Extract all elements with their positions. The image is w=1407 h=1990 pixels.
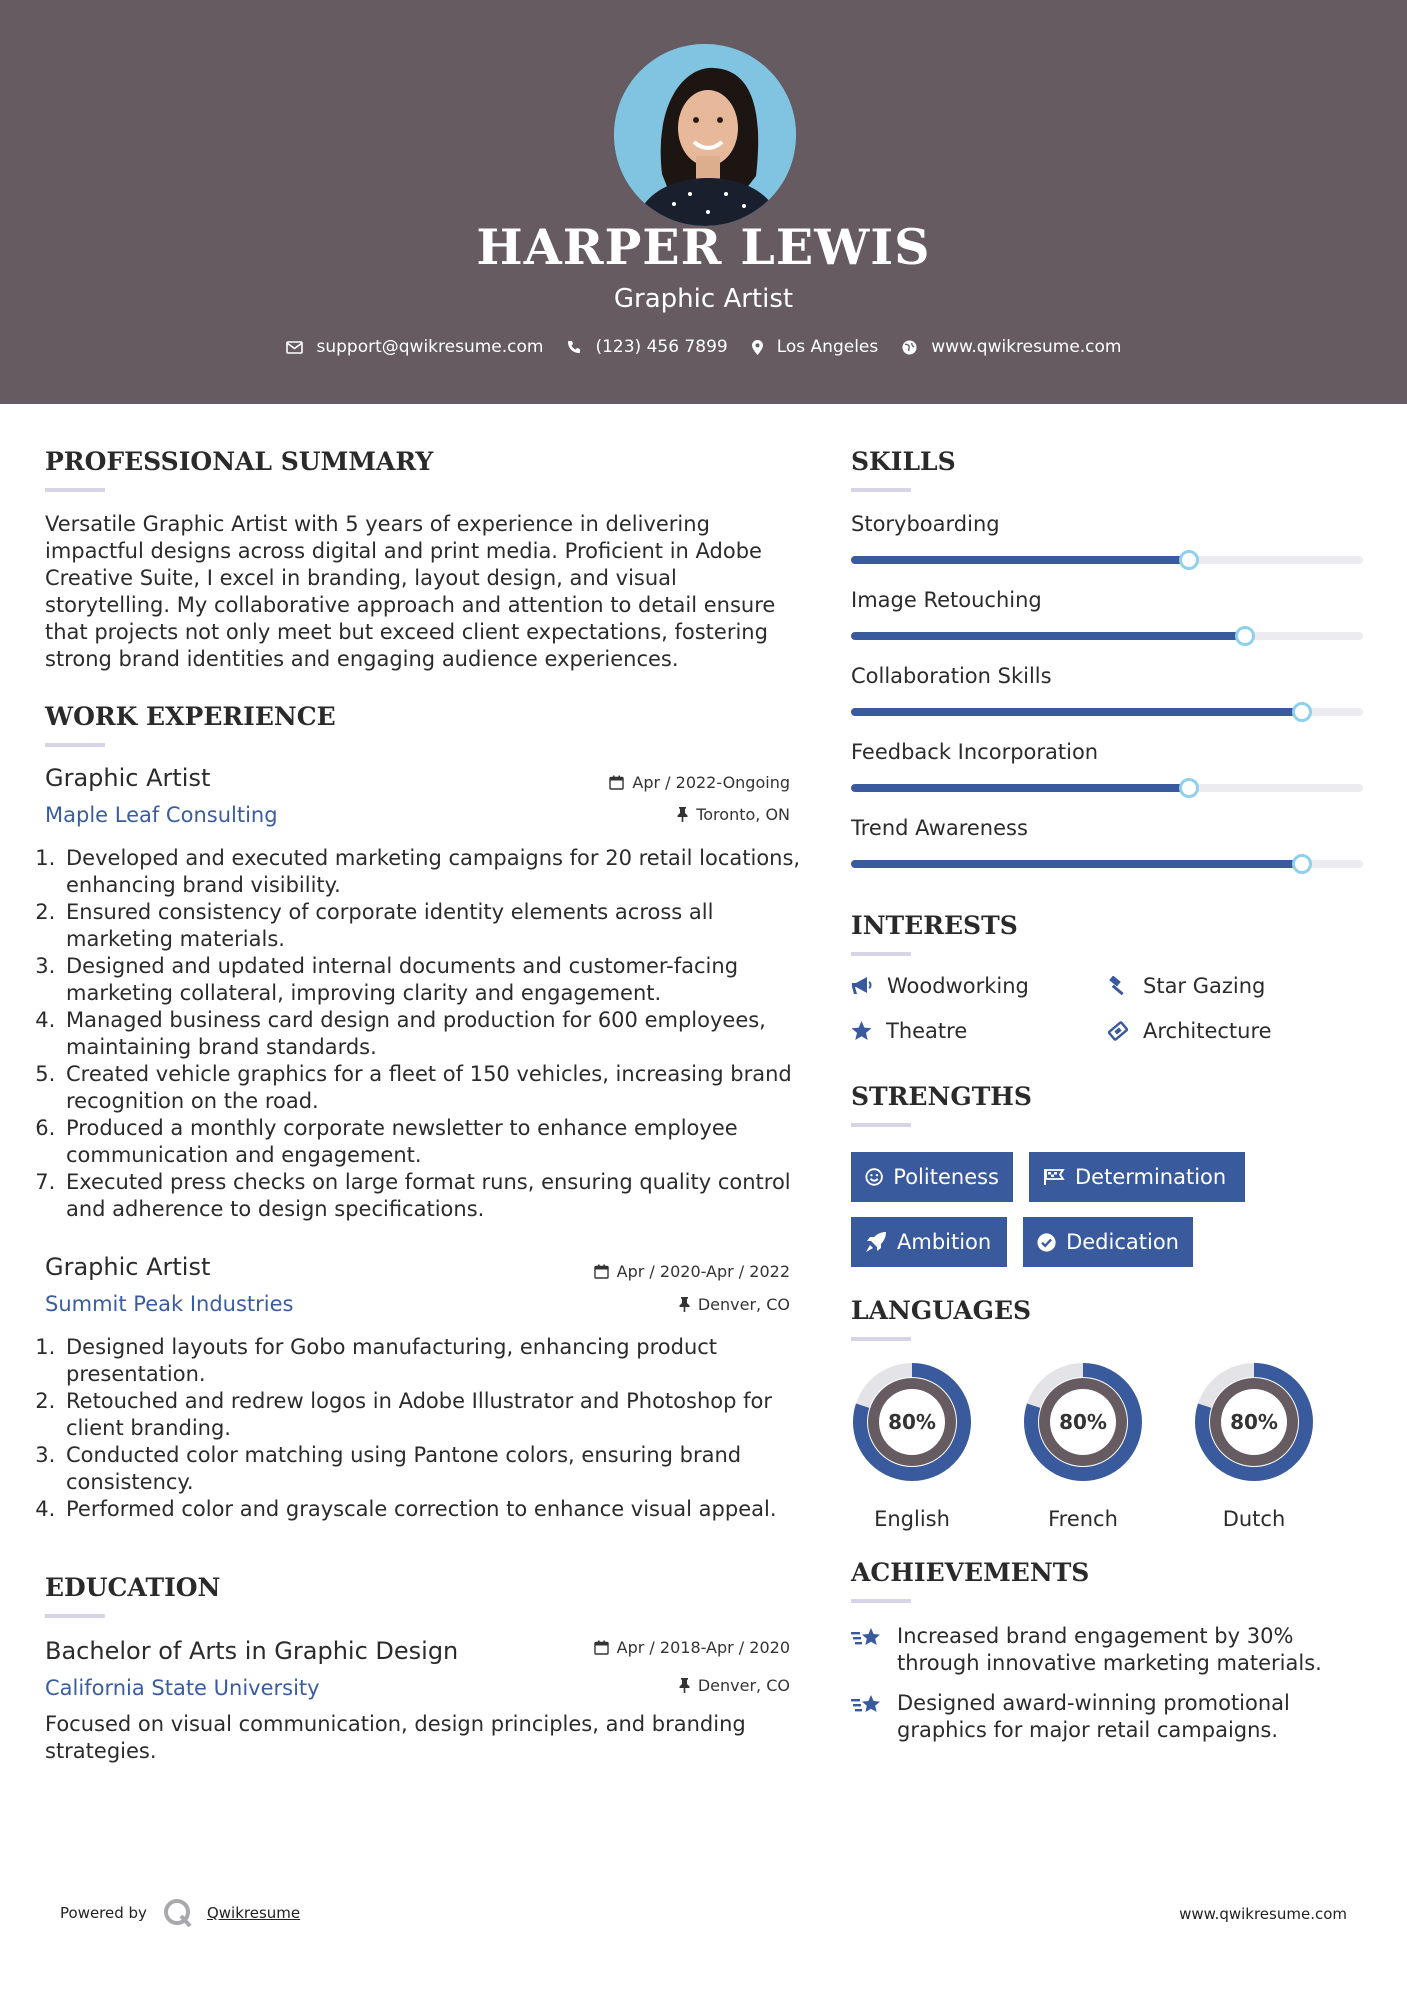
education-location bbox=[540, 1676, 790, 1695]
job-2-location bbox=[540, 1295, 790, 1314]
qwikresume-logo-icon bbox=[163, 1898, 193, 1928]
shooting-star-icon bbox=[851, 1625, 883, 1651]
profile-photo bbox=[614, 44, 796, 226]
job-2-dates bbox=[540, 1262, 790, 1281]
language-donut bbox=[847, 1357, 977, 1487]
footer-brand-link[interactable]: Qwikresume bbox=[206, 1904, 301, 1922]
interest-label: Architecture bbox=[1143, 1019, 1272, 1043]
strength-politeness bbox=[851, 1152, 1013, 1202]
skills-heading: SKILLS bbox=[851, 447, 956, 476]
strengths-divider bbox=[851, 1123, 911, 1127]
duty-item: 1. Designed layouts for Gobo manufacturing, enhancing product presentation. bbox=[62, 1334, 802, 1388]
job-1-title: Graphic Artist bbox=[45, 764, 211, 792]
interest-star-gazing bbox=[1107, 974, 1265, 998]
skill-bar-knob bbox=[1292, 702, 1312, 722]
skill-label: Image Retouching bbox=[851, 588, 1042, 612]
interest-label: Theatre bbox=[886, 1019, 968, 1043]
footer-powered-by bbox=[60, 1898, 300, 1928]
interests-heading: INTERESTS bbox=[851, 911, 1018, 940]
contact-website-text: www.qwikresume.com bbox=[931, 337, 1122, 357]
job-1-company: Maple Leaf Consulting bbox=[45, 803, 278, 827]
skill-bar-track bbox=[851, 860, 1363, 868]
contact-email-text: support@qwikresume.com bbox=[316, 337, 544, 357]
skill-bar-fill bbox=[851, 556, 1189, 564]
megaphone-icon bbox=[851, 976, 873, 996]
achievement-text: Increased brand engagement by 30% through innovative marketing materials. bbox=[897, 1624, 1322, 1675]
skill-bar-track bbox=[851, 708, 1363, 716]
duty-item: 3. Designed and updated internal documents and customer-facing marketing collateral, improving clarity and engagement. bbox=[62, 953, 802, 1007]
language-donut bbox=[1189, 1357, 1319, 1487]
phone-icon bbox=[567, 340, 581, 354]
languages-heading: LANGUAGES bbox=[851, 1296, 1032, 1325]
footer-website[interactable]: www.qwikresume.com bbox=[1179, 1905, 1347, 1923]
smile-icon bbox=[865, 1167, 883, 1187]
skill-bar-track bbox=[851, 784, 1363, 792]
skill-bar-fill bbox=[851, 860, 1302, 868]
language-percent: 80% bbox=[1230, 1410, 1278, 1434]
globe-icon bbox=[902, 340, 917, 355]
job-1-duties bbox=[42, 845, 802, 1223]
skill-label: Feedback Incorporation bbox=[851, 740, 1099, 764]
skill-bar-fill bbox=[851, 632, 1245, 640]
duty-item: 1. Developed and executed marketing campaigns for 20 retail locations, enhancing brand visibility. bbox=[62, 845, 802, 899]
language-donut bbox=[1018, 1357, 1148, 1487]
duty-item: 5. Created vehicle graphics for a fleet of 150 vehicles, increasing brand recognition on the road. bbox=[62, 1061, 802, 1115]
interest-woodworking bbox=[851, 974, 1029, 998]
strength-determination bbox=[1029, 1152, 1245, 1202]
duty-item: 2. Ensured consistency of corporate identity elements across all marketing materials. bbox=[62, 899, 802, 953]
achievement-item bbox=[851, 1690, 1331, 1744]
strength-label: Dedication bbox=[1066, 1230, 1179, 1254]
language-item bbox=[1018, 1357, 1148, 1531]
strength-label: Politeness bbox=[893, 1165, 999, 1189]
contact-location-text: Los Angeles bbox=[776, 337, 879, 357]
interest-architecture bbox=[1107, 1019, 1272, 1043]
interest-theatre bbox=[851, 1019, 967, 1043]
flag-icon bbox=[1043, 1168, 1065, 1186]
ticket-icon bbox=[1107, 1021, 1129, 1041]
language-percent: 80% bbox=[1059, 1410, 1107, 1434]
job-2-dates-text: Apr / 2020-Apr / 2022 bbox=[616, 1262, 790, 1281]
contact-bar bbox=[0, 337, 1407, 357]
language-item bbox=[1189, 1357, 1319, 1531]
language-percent: 80% bbox=[888, 1410, 936, 1434]
skill-bar-knob bbox=[1179, 778, 1199, 798]
education-description: Focused on visual communication, design principles, and branding strategies. bbox=[45, 1712, 746, 1763]
duty-item: 6. Produced a monthly corporate newsletter to enhance employee communication and engagement. bbox=[62, 1115, 802, 1169]
gavel-icon bbox=[1107, 976, 1129, 996]
contact-website[interactable] bbox=[902, 337, 1121, 357]
contact-email[interactable] bbox=[286, 337, 544, 357]
contact-phone-text: (123) 456 7899 bbox=[595, 337, 728, 357]
skill-bar-knob bbox=[1235, 626, 1255, 646]
education-degree: Bachelor of Arts in Graphic Design bbox=[45, 1637, 459, 1665]
star-icon bbox=[851, 1021, 872, 1041]
strengths-heading: STRENGTHS bbox=[851, 1082, 1032, 1111]
pushpin-icon bbox=[677, 807, 688, 822]
resume-header bbox=[0, 0, 1407, 404]
languages-divider bbox=[851, 1337, 911, 1341]
job-2-title: Graphic Artist bbox=[45, 1253, 211, 1281]
check-circle-icon bbox=[1037, 1232, 1056, 1253]
job-2-company: Summit Peak Industries bbox=[45, 1292, 294, 1316]
strength-label: Ambition bbox=[897, 1230, 992, 1254]
education-dates bbox=[540, 1638, 790, 1657]
summary-text: Versatile Graphic Artist with 5 years of experience in delivering impactful designs across digital and print media. Proficient in Adobe Creative Suite, I excel in branding, layout design, and visual storytelling. My collaborative approach and attention to detail ensure that projects not only meet but exceed client expectations, fostering strong brand identities and engaging audience experiences. bbox=[45, 512, 776, 671]
job-1-location-text: Toronto, ON bbox=[696, 805, 790, 824]
experience-divider bbox=[45, 743, 105, 747]
job-2-duties bbox=[42, 1334, 802, 1523]
pushpin-icon bbox=[679, 1678, 690, 1693]
skill-bar-knob bbox=[1292, 854, 1312, 874]
strength-label: Determination bbox=[1075, 1165, 1227, 1189]
language-label: Dutch bbox=[1222, 1507, 1286, 1531]
interests-divider bbox=[851, 952, 911, 956]
interest-label: Woodworking bbox=[887, 974, 1029, 998]
experience-heading: WORK EXPERIENCE bbox=[45, 702, 336, 731]
duty-item: 7. Executed press checks on large format runs, ensuring quality control and adherence to design specifications. bbox=[62, 1169, 802, 1223]
duty-item: 3. Conducted color matching using Pantone colors, ensuring brand consistency. bbox=[62, 1442, 802, 1496]
skills-divider bbox=[851, 488, 911, 492]
duty-item: 2. Retouched and redrew logos in Adobe Illustrator and Photoshop for client branding. bbox=[62, 1388, 802, 1442]
footer-powered-label: Powered by bbox=[60, 1904, 147, 1922]
job-2-location-text: Denver, CO bbox=[697, 1295, 790, 1314]
achievement-item bbox=[851, 1623, 1331, 1677]
job-1-dates bbox=[540, 773, 790, 792]
calendar-icon bbox=[609, 775, 624, 790]
rocket-icon bbox=[865, 1231, 887, 1253]
summary-heading: PROFESSIONAL SUMMARY bbox=[45, 447, 434, 476]
calendar-icon bbox=[594, 1640, 609, 1655]
map-pin-icon bbox=[752, 340, 763, 355]
skill-bar-fill bbox=[851, 708, 1302, 716]
duty-item: 4. Performed color and grayscale correction to enhance visual appeal. bbox=[62, 1496, 802, 1523]
skill-label: Collaboration Skills bbox=[851, 664, 1052, 688]
education-dates-text: Apr / 2018-Apr / 2020 bbox=[616, 1638, 790, 1657]
candidate-title: Graphic Artist bbox=[613, 284, 794, 314]
achievements-heading: ACHIEVEMENTS bbox=[851, 1558, 1090, 1587]
skill-bar-track bbox=[851, 556, 1363, 564]
summary-divider bbox=[45, 488, 105, 492]
contact-phone[interactable] bbox=[567, 337, 727, 357]
education-location-text: Denver, CO bbox=[697, 1676, 790, 1695]
language-label: French bbox=[1048, 1507, 1118, 1531]
skill-label: Storyboarding bbox=[851, 512, 1000, 536]
pushpin-icon bbox=[679, 1297, 690, 1312]
skill-label: Trend Awareness bbox=[851, 816, 1028, 840]
skill-bar-fill bbox=[851, 784, 1189, 792]
strength-dedication bbox=[1023, 1217, 1193, 1267]
interest-label: Star Gazing bbox=[1143, 974, 1266, 998]
achievement-text: Designed award-winning promotional graphics for major retail campaigns. bbox=[897, 1691, 1290, 1742]
skill-bar-track bbox=[851, 632, 1363, 640]
education-heading: EDUCATION bbox=[45, 1573, 221, 1602]
achievements-divider bbox=[851, 1599, 911, 1603]
shooting-star-icon bbox=[851, 1692, 883, 1718]
language-label: English bbox=[874, 1507, 950, 1531]
envelope-icon bbox=[286, 341, 303, 354]
language-item bbox=[847, 1357, 977, 1531]
contact-location bbox=[752, 337, 879, 357]
candidate-name: HARPER LEWIS bbox=[476, 218, 931, 276]
calendar-icon bbox=[594, 1264, 609, 1279]
job-1-dates-text: Apr / 2022-Ongoing bbox=[632, 773, 790, 792]
education-school: California State University bbox=[45, 1676, 320, 1700]
strength-ambition bbox=[851, 1217, 1007, 1267]
duty-item: 4. Managed business card design and production for 600 employees, maintaining brand standards. bbox=[62, 1007, 802, 1061]
job-1-location bbox=[540, 805, 790, 824]
education-divider bbox=[45, 1614, 105, 1618]
skill-bar-knob bbox=[1179, 550, 1199, 570]
